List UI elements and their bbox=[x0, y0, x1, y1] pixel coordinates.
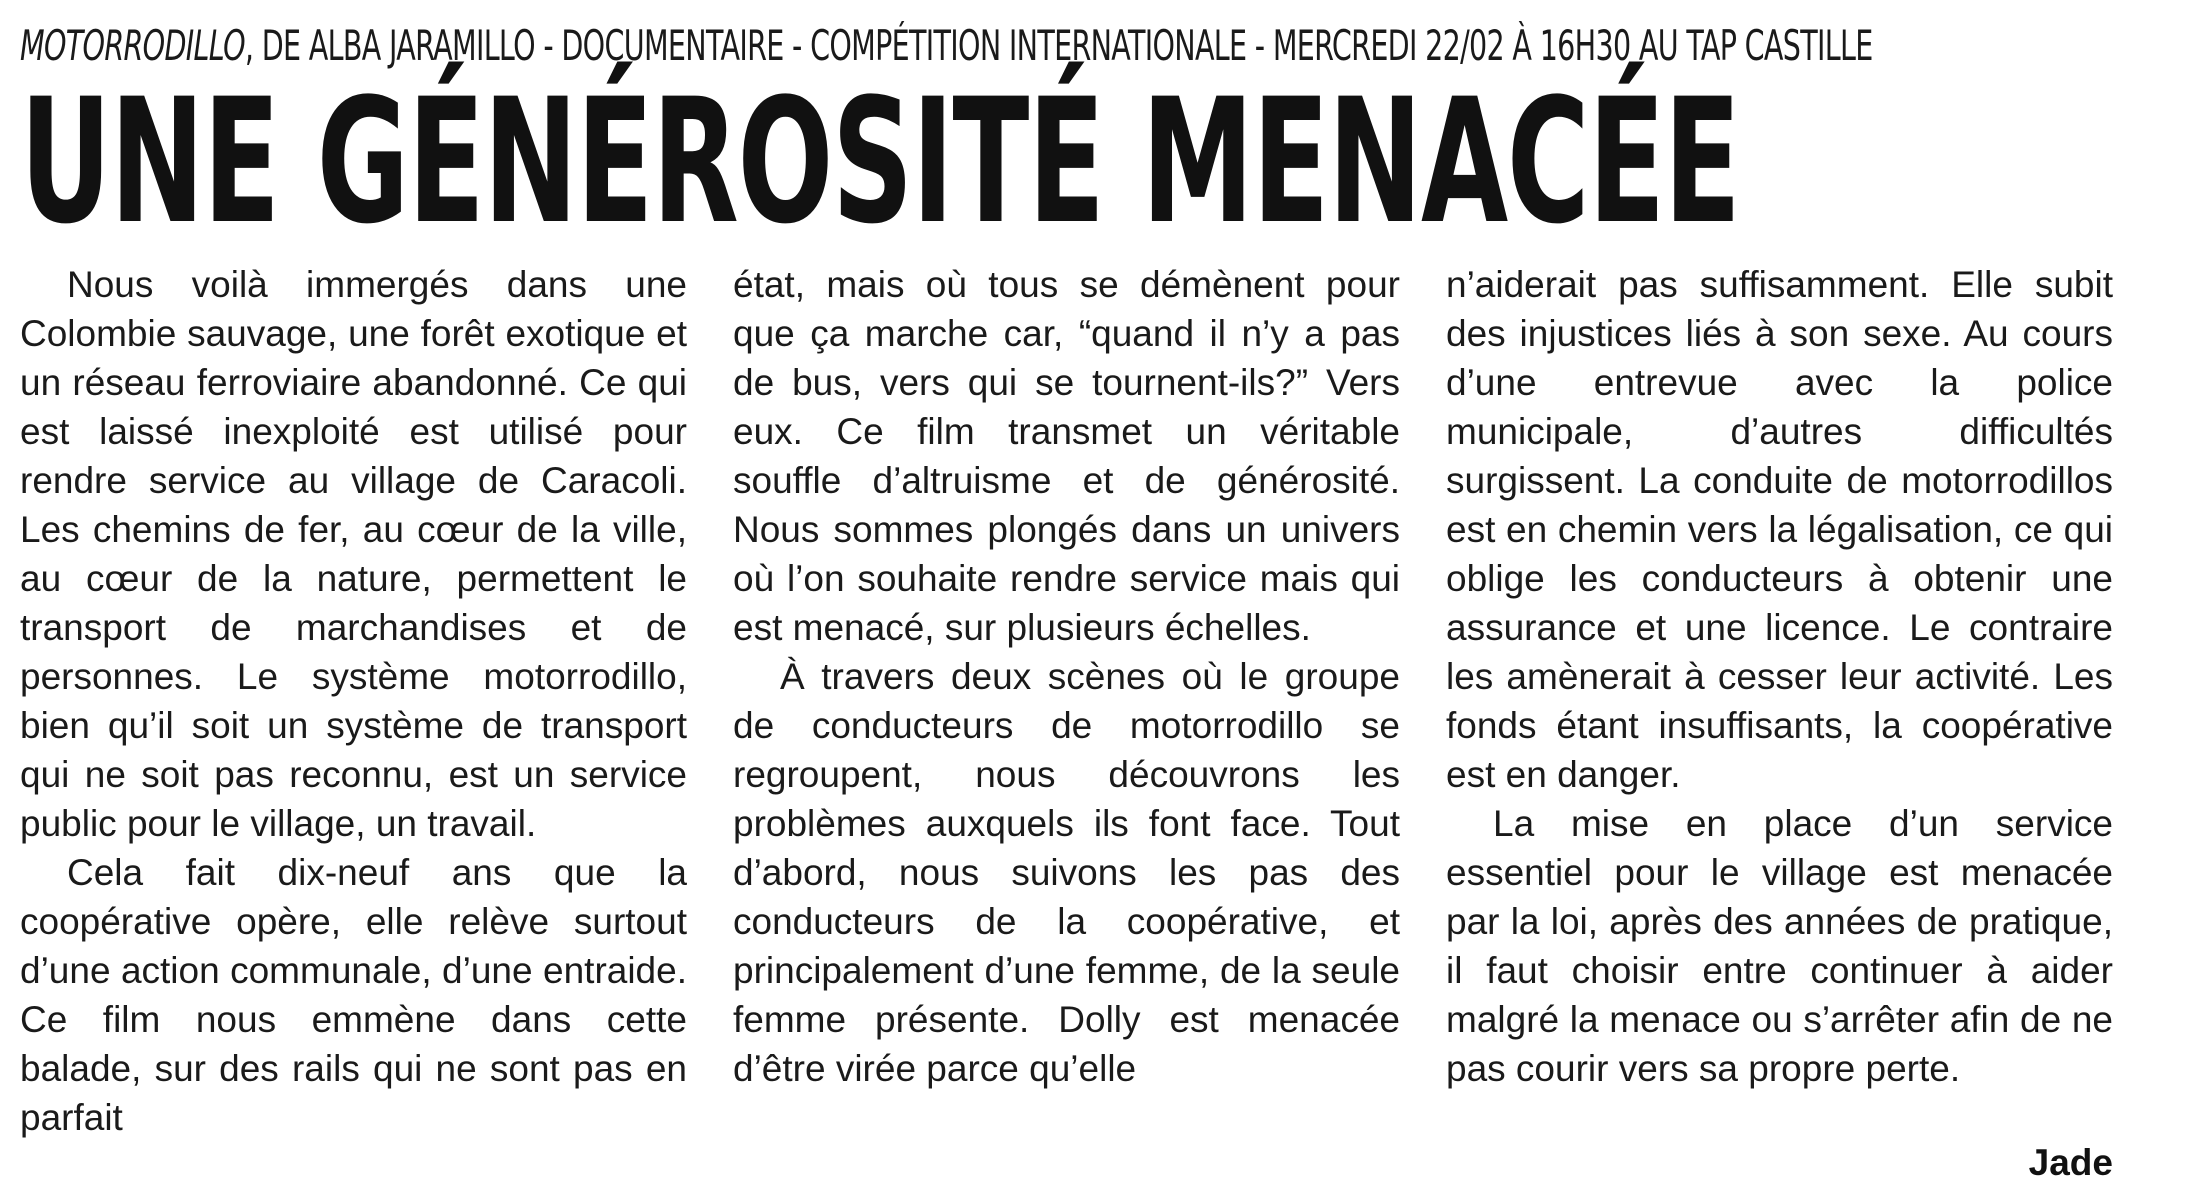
article-column-1 bbox=[20, 260, 687, 1142]
article-column-2 bbox=[733, 260, 1400, 1093]
article-paragraph: Nous voilà immergés dans une Colombie sauvage, une forêt exotique et un réseau ferroviaire abandonné. Ce qui est laissé inexploité est utilisé pour rendre service au village de Caracoli. Les chemins de fer, au cœur de la ville, au cœur de la nature, permettent le transport de marchandises et de personnes. Le système motorrodillo, bien qu’il soit un système de transport qui ne soit pas reconnu, est un service public pour le village, un travail. bbox=[20, 264, 687, 844]
article-paragraph: Cela fait dix-neuf ans que la coopérative opère, elle relève surtout d’une action communale, d’une entraide. Ce film nous emmène dans cette balade, sur des rails qui ne sont pas en parfait bbox=[20, 852, 687, 1138]
article-headline: UNE GÉNÉROSITÉ MENACÉE bbox=[20, 61, 1740, 262]
author-signature: Jade bbox=[2028, 1142, 2113, 1183]
article-paragraph: état, mais où tous se démènent pour que ça marche car, “quand il n’y a pas de bus, vers qui se tournent-ils?” Vers eux. Ce film transmet un véritable souffle d’altruisme et de générosité. Nous sommes plongés dans un univers où l’on souhaite rendre service mais qui est menacé, sur plusieurs échelles. bbox=[733, 264, 1400, 648]
article-paragraph: La mise en place d’un service essentiel pour le village est menacée par la loi, après des années de pratique, il faut choisir entre continuer à aider malgré la menace ou s’arrêter afin de ne pas courir vers sa propre perte. bbox=[1446, 803, 2113, 1089]
article-paragraph: n’aiderait pas suffisamment. Elle subit des injustices liés à son sexe. Au cours d’une entrevue avec la police municipale, d’autres difficultés surgissent. La conduite de motorrodillos est en chemin vers la légalisation, ce qui oblige les conducteurs à obtenir une assurance et une licence. Le contraire les amènerait à cesser leur activité. Les fonds étant insuffisants, la coopérative est en danger. bbox=[1446, 264, 2113, 795]
kicker-film-title: MOTORRODILLO bbox=[20, 21, 245, 70]
article-paragraph: À travers deux scènes où le groupe de conducteurs de motorrodillo se regroupent, nous découvrons les problèmes auxquels ils font face. Tout d’abord, nous suivons les pas des conducteurs de la coopérative, et principalement d’une femme, de la seule femme présente. Dolly est menacée d’être virée parce qu’elle bbox=[733, 656, 1400, 1089]
kicker-details: , DE ALBA JARAMILLO - DOCUMENTAIRE - COMPÉTITION INTERNATIONALE - MERCREDI 22/02 À 16H30 AU TAP CASTILLE bbox=[244, 21, 1873, 70]
article-column-3 bbox=[1446, 260, 2113, 1093]
